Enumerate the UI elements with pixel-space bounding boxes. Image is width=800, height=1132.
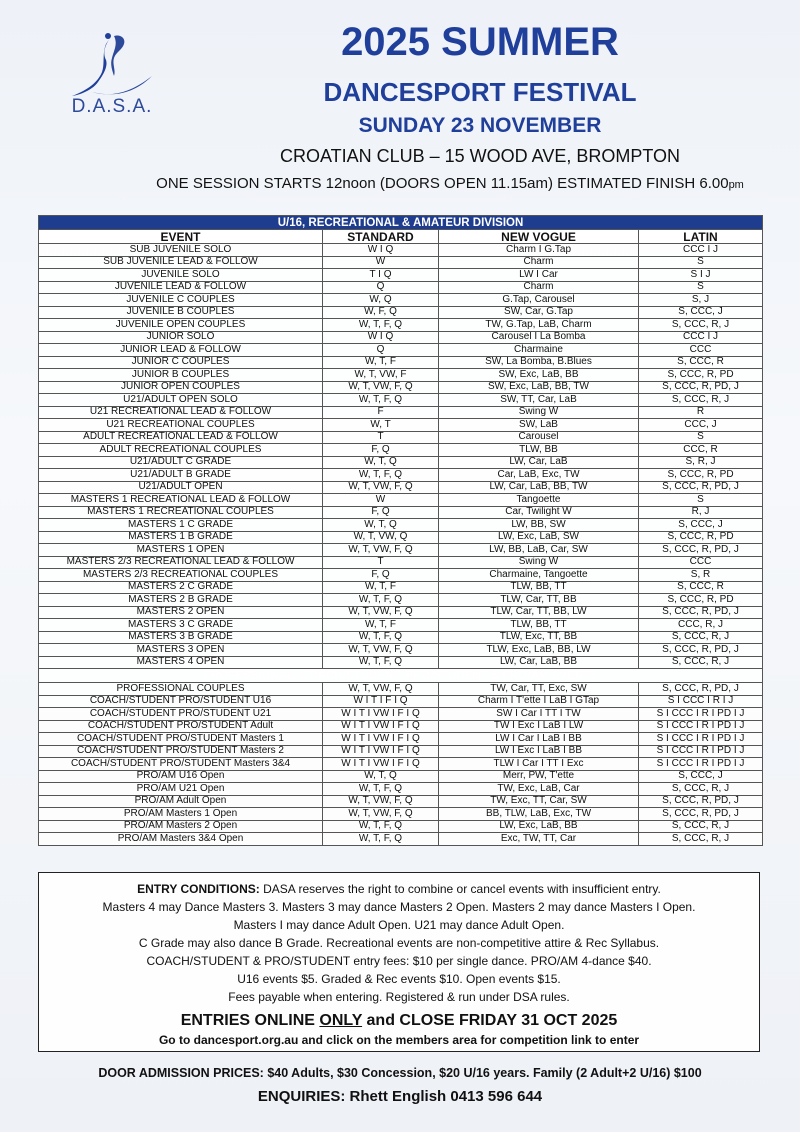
col-latin: LATIN [639,230,763,244]
event-row [39,531,763,544]
event-name: JUVENILE LEAD & FOLLOW [39,281,323,294]
dancer-figure-icon [62,32,162,98]
new-vogue-dances: TW I Exc I LaB I LW [439,720,639,733]
event-row [39,256,763,269]
standard-dances: T [323,431,439,444]
standard-dances: W, T, F, Q [323,319,439,332]
standard-dances: W, T, VW, F, Q [323,606,439,619]
event-name: COACH/STUDENT PRO/STUDENT Masters 1 [39,733,323,746]
new-vogue-dances: TLW I Car I TT I Exc [439,758,639,771]
entry-conditions [38,872,760,1052]
session-main: ONE SESSION STARTS 12noon (DOORS OPEN 11.15am) ESTIMATED FINISH 6.00 [156,175,729,192]
standard-dances: W, T, F, Q [323,833,439,846]
session-suffix: pm [728,179,744,191]
new-vogue-dances: LW I Car [439,269,639,282]
latin-dances: S, CCC, J [639,770,763,783]
new-vogue-dances: TW, Exc, LaB, Car [439,783,639,796]
new-vogue-dances: Charmaine, Tangoette [439,569,639,582]
new-vogue-dances: LW, Exc, LaB, BB [439,820,639,833]
standard-dances: W I T I VW I F I Q [323,733,439,746]
latin-dances: S, R, J [639,456,763,469]
new-vogue-dances: Carousel I La Bomba [439,331,639,344]
event-name: JUVENILE B COUPLES [39,306,323,319]
new-vogue-dances: Tangoette [439,494,639,507]
latin-dances: S, CCC, R, PD [639,531,763,544]
new-vogue-dances: TW, Car, TT, Exc, SW [439,683,639,696]
new-vogue-dances: TLW, Exc, TT, BB [439,631,639,644]
event-row [39,344,763,357]
latin-dances: S I J [639,269,763,282]
new-vogue-dances: LW, BB, SW [439,519,639,532]
latin-dances: S, CCC, R, PD, J [639,544,763,557]
event-name: PRO/AM Adult Open [39,795,323,808]
new-vogue-dances: Charm I G.Tap [439,244,639,257]
event-name: MASTERS 1 RECREATIONAL LEAD & FOLLOW [39,494,323,507]
latin-dances: S, R [639,569,763,582]
latin-dances: S, CCC, R, J [639,394,763,407]
entries-pre: ENTRIES ONLINE [180,1012,320,1029]
new-vogue-dances: LW, Exc, LaB, SW [439,531,639,544]
new-vogue-dances: SW, La Bomba, B.Blues [439,356,639,369]
standard-dances: W, T, F [323,581,439,594]
new-vogue-dances: Charmaine [439,344,639,357]
event-row [39,820,763,833]
latin-dances: S, CCC, R [639,581,763,594]
event-name: SUB JUVENILE LEAD & FOLLOW [39,256,323,269]
event-name: JUNIOR SOLO [39,331,323,344]
event-name: JUNIOR C COUPLES [39,356,323,369]
standard-dances: F, Q [323,444,439,457]
latin-dances: CCC I J [639,244,763,257]
standard-dances: W, T, Q [323,456,439,469]
event-name: U21/ADULT OPEN SOLO [39,394,323,407]
new-vogue-dances: Exc, TW, TT, Car [439,833,639,846]
standard-dances: W, T, F, Q [323,469,439,482]
event-name: COACH/STUDENT PRO/STUDENT U16 [39,695,323,708]
latin-dances: S [639,494,763,507]
standard-dances: W, T, VW, F, Q [323,795,439,808]
standard-dances: W I Q [323,331,439,344]
standard-dances: W, T, VW, Q [323,531,439,544]
event-name: MASTERS 1 B GRADE [39,531,323,544]
session-times [100,175,800,192]
latin-dances: S, CCC, R, PD [639,369,763,382]
event-name: JUVENILE OPEN COUPLES [39,319,323,332]
event-name: PRO/AM Masters 3&4 Open [39,833,323,846]
event-row [39,431,763,444]
event-name: MASTERS 3 C GRADE [39,619,323,632]
new-vogue-dances: Car, Twilight W [439,506,639,519]
event-row [39,456,763,469]
new-vogue-dances: TLW, Car, TT, BB [439,594,639,607]
event-row [39,269,763,282]
standard-dances: W I T I VW I F I Q [323,708,439,721]
event-row [39,619,763,632]
latin-dances: S, CCC, R, J [639,833,763,846]
latin-dances: S, CCC, R, J [639,631,763,644]
event-row [39,444,763,457]
latin-dances: S, CCC, R, J [639,319,763,332]
entries-post: and CLOSE FRIDAY 31 OCT 2025 [362,1012,618,1029]
latin-dances: CCC, R, J [639,619,763,632]
latin-dances: R, J [639,506,763,519]
event-name: COACH/STUDENT PRO/STUDENT Masters 2 [39,745,323,758]
standard-dances: W, F, Q [323,306,439,319]
standard-dances: W, T, VW, F, Q [323,644,439,657]
standard-dances: W, T, F, Q [323,631,439,644]
new-vogue-dances: SW I Car I TT I TW [439,708,639,721]
door-admission-prices: DOOR ADMISSION PRICES: $40 Adults, $30 Concession, $20 U/16 years. Family (2 Adult+2 U/16) $100 [98,1066,702,1080]
event-row [39,419,763,432]
event-row [39,783,763,796]
latin-dances: S, CCC, R, PD [639,594,763,607]
event-row [39,569,763,582]
latin-dances: CCC I J [639,331,763,344]
latin-dances: S I CCC I R I PD I J [639,758,763,771]
event-row [39,544,763,557]
event-row [39,319,763,332]
standard-dances: Q [323,344,439,357]
standard-dances: Q [323,281,439,294]
new-vogue-dances: TLW, BB [439,444,639,457]
event-name: MASTERS 1 OPEN [39,544,323,557]
conditions-line-7: Fees payable when entering. Registered & run under DSA rules. [228,990,570,1004]
event-name: JUVENILE SOLO [39,269,323,282]
new-vogue-dances: SW, Exc, LaB, BB [439,369,639,382]
new-vogue-dances: Charm I T'ette I LaB I GTap [439,695,639,708]
event-row [39,281,763,294]
latin-dances: S I CCC I R I PD I J [639,745,763,758]
event-name: JUVENILE C COUPLES [39,294,323,307]
latin-dances: S [639,281,763,294]
new-vogue-dances: LW, Car, LaB [439,456,639,469]
new-vogue-dances: Merr, PW, T'ette [439,770,639,783]
event-name: MASTERS 4 OPEN [39,656,323,669]
latin-dances: S I CCC I R I PD I J [639,733,763,746]
standard-dances: W, T, VW, F [323,369,439,382]
latin-dances: S, CCC, R, PD, J [639,683,763,696]
event-name: PROFESSIONAL COUPLES [39,683,323,696]
latin-dances: S, CCC, J [639,519,763,532]
event-subtitle: DANCESPORT FESTIVAL [323,77,637,107]
event-name: U21/ADULT C GRADE [39,456,323,469]
standard-dances: W I T I VW I F I Q [323,758,439,771]
standard-dances: W I Q [323,244,439,257]
standard-dances: W, T, Q [323,519,439,532]
event-row [39,481,763,494]
latin-dances: S, CCC, R, PD [639,469,763,482]
latin-dances: S, CCC, R, PD, J [639,481,763,494]
event-row [39,556,763,569]
event-name: MASTERS 1 C GRADE [39,519,323,532]
standard-dances: W, T, F, Q [323,656,439,669]
conditions-line-6: U16 events $5. Graded & Rec events $10. Open events $15. [237,972,561,986]
new-vogue-dances: TLW, Exc, LaB, BB, LW [439,644,639,657]
new-vogue-dances: TW, Exc, TT, Car, SW [439,795,639,808]
standard-dances: W, T, F, Q [323,783,439,796]
latin-dances: CCC, J [639,419,763,432]
standard-dances: F [323,406,439,419]
event-name: MASTERS 3 OPEN [39,644,323,657]
event-name: MASTERS 2/3 RECREATIONAL COUPLES [39,569,323,582]
new-vogue-dances: BB, TLW, LaB, Exc, TW [439,808,639,821]
col-event: EVENT [39,230,323,244]
event-row [39,469,763,482]
event-row [39,720,763,733]
event-row [39,581,763,594]
new-vogue-dances: SW, LaB [439,419,639,432]
event-row [39,406,763,419]
latin-dances: S, CCC, R, J [639,783,763,796]
latin-dances: S [639,431,763,444]
event-name: COACH/STUDENT PRO/STUDENT U21 [39,708,323,721]
event-name: PRO/AM U16 Open [39,770,323,783]
standard-dances: W, T, VW, F, Q [323,481,439,494]
event-title: 2025 SUMMER [341,20,619,64]
latin-dances: S, CCC, R, PD, J [639,381,763,394]
latin-dances: S, J [639,294,763,307]
event-name: U21 RECREATIONAL COUPLES [39,419,323,432]
section-amateur-heading: U/16, RECREATIONAL & AMATEUR DIVISION [39,216,763,230]
event-row [39,644,763,657]
conditions-line-3: Masters I may dance Adult Open. U21 may dance Adult Open. [233,918,565,932]
dasa-logo [62,32,162,156]
event-row [39,808,763,821]
section-professional-heading: PROFESSIONAL, COACH/STUDENT, PRO/STUDENT & PRO/AM EVENTS [39,669,763,683]
standard-dances: W, T, F, Q [323,820,439,833]
event-row [39,758,763,771]
event-name: ADULT RECREATIONAL LEAD & FOLLOW [39,431,323,444]
event-row [39,770,763,783]
standard-dances: W I T I VW I F I Q [323,745,439,758]
new-vogue-dances: LW, BB, LaB, Car, SW [439,544,639,557]
event-name: MASTERS 2 C GRADE [39,581,323,594]
latin-dances: S, CCC, R, PD, J [639,795,763,808]
event-row [39,606,763,619]
latin-dances: S I CCC I R I PD I J [639,720,763,733]
event-name: JUNIOR LEAD & FOLLOW [39,344,323,357]
event-name: MASTERS 2/3 RECREATIONAL LEAD & FOLLOW [39,556,323,569]
logo-text: D.A.S.A. [71,96,153,117]
new-vogue-dances: LW, Car, LaB, BB, TW [439,481,639,494]
standard-dances: T I Q [323,269,439,282]
entry-instructions: Go to dancesport.org.au and click on the members area for competition link to enter [158,1033,640,1047]
event-name: SUB JUVENILE SOLO [39,244,323,257]
conditions-line-5: COACH/STUDENT & PRO/STUDENT entry fees: $10 per single dance. PRO/AM 4-dance $40. [146,954,652,968]
event-row [39,331,763,344]
standard-dances: W I T I F I Q [323,695,439,708]
event-row [39,656,763,669]
event-name: PRO/AM Masters 1 Open [39,808,323,821]
latin-dances: CCC [639,344,763,357]
event-name: PRO/AM U21 Open [39,783,323,796]
event-row [39,683,763,696]
standard-dances: W, T, VW, F, Q [323,808,439,821]
event-name: MASTERS 2 B GRADE [39,594,323,607]
event-row [39,708,763,721]
event-row [39,745,763,758]
new-vogue-dances: Charm [439,281,639,294]
event-row [39,519,763,532]
standard-dances: W [323,256,439,269]
new-vogue-dances: TW, G.Tap, LaB, Charm [439,319,639,332]
event-name: U21/ADULT OPEN [39,481,323,494]
event-date: SUNDAY 23 NOVEMBER [358,114,602,137]
new-vogue-dances: LW, Car, LaB, BB [439,656,639,669]
latin-dances: S, CCC, R, PD, J [639,644,763,657]
latin-dances: S, CCC, R, PD, J [639,808,763,821]
event-name: ADULT RECREATIONAL COUPLES [39,444,323,457]
event-name: JUNIOR B COUPLES [39,369,323,382]
event-name: U21/ADULT B GRADE [39,469,323,482]
events-table [38,215,763,846]
standard-dances: W, Q [323,294,439,307]
event-row [39,833,763,846]
standard-dances: W, T, F [323,356,439,369]
new-vogue-dances: Swing W [439,406,639,419]
entries-only: ONLY [319,1012,363,1029]
event-name: JUNIOR OPEN COUPLES [39,381,323,394]
new-vogue-dances: TLW, BB, TT [439,619,639,632]
latin-dances: S [639,256,763,269]
enquiries-contact: ENQUIRIES: Rhett English 0413 596 644 [257,1088,543,1105]
conditions-line-2: Masters 4 may Dance Masters 3. Masters 3 may dance Masters 2 Open. Masters 2 may dance Masters I Open. [102,900,696,914]
standard-dances: W [323,494,439,507]
event-name: COACH/STUDENT PRO/STUDENT Adult [39,720,323,733]
standard-dances: W, T, VW, F, Q [323,683,439,696]
event-row [39,631,763,644]
col-standard: STANDARD [323,230,439,244]
event-row [39,506,763,519]
latin-dances: CCC [639,556,763,569]
new-vogue-dances: Car, LaB, Exc, TW [439,469,639,482]
standard-dances: W I T I VW I F I Q [323,720,439,733]
conditions-label: ENTRY CONDITIONS: [137,882,260,896]
event-name: MASTERS 2 OPEN [39,606,323,619]
event-name: PRO/AM Masters 2 Open [39,820,323,833]
new-vogue-dances: SW, Car, G.Tap [439,306,639,319]
standard-dances: W, T, VW, F, Q [323,544,439,557]
standard-dances: W, T [323,419,439,432]
event-row [39,695,763,708]
new-vogue-dances: TLW, BB, TT [439,581,639,594]
new-vogue-dances: G.Tap, Carousel [439,294,639,307]
event-name: COACH/STUDENT PRO/STUDENT Masters 3&4 [39,758,323,771]
event-row [39,369,763,382]
conditions-line-4: C Grade may also dance B Grade. Recreational events are non-competitive attire & Rec Syllabus. [138,936,660,950]
conditions-text-1: DASA reserves the right to combine or cancel events with insufficient entry. [263,882,661,896]
new-vogue-dances: Carousel [439,431,639,444]
latin-dances: R [639,406,763,419]
new-vogue-dances: Swing W [439,556,639,569]
standard-dances: W, T, VW, F, Q [323,381,439,394]
event-name: MASTERS 3 B GRADE [39,631,323,644]
standard-dances: F, Q [323,569,439,582]
new-vogue-dances: SW, TT, Car, LaB [439,394,639,407]
event-row [39,394,763,407]
standard-dances: W, T, F [323,619,439,632]
latin-dances: S, CCC, R, J [639,656,763,669]
event-row [39,381,763,394]
standard-dances: W, T, F, Q [323,394,439,407]
event-row [39,594,763,607]
event-row [39,733,763,746]
latin-dances: CCC, R [639,444,763,457]
new-vogue-dances: SW, Exc, LaB, BB, TW [439,381,639,394]
venue: CROATIAN CLUB – 15 WOOD AVE, BROMPTON [279,146,681,166]
event-row [39,294,763,307]
latin-dances: S, CCC, R, PD, J [639,606,763,619]
new-vogue-dances: TLW, Car, TT, BB, LW [439,606,639,619]
latin-dances: S, CCC, J [639,306,763,319]
event-row [39,356,763,369]
event-row [39,244,763,257]
standard-dances: T [323,556,439,569]
standard-dances: W, T, Q [323,770,439,783]
latin-dances: S, CCC, R, J [639,820,763,833]
new-vogue-dances: LW I Exc I LaB I BB [439,745,639,758]
event-row [39,306,763,319]
new-vogue-dances: Charm [439,256,639,269]
entries-deadline [39,1010,759,1032]
new-vogue-dances: LW I Car I LaB I BB [439,733,639,746]
col-new-vogue: NEW VOGUE [439,230,639,244]
latin-dances: S, CCC, R [639,356,763,369]
event-name: MASTERS 1 RECREATIONAL COUPLES [39,506,323,519]
conditions-line-1 [39,880,759,898]
event-row [39,795,763,808]
latin-dances: S I CCC I R I J [639,695,763,708]
standard-dances: F, Q [323,506,439,519]
standard-dances: W, T, F, Q [323,594,439,607]
event-row [39,494,763,507]
latin-dances: S I CCC I R I PD I J [639,708,763,721]
event-name: U21 RECREATIONAL LEAD & FOLLOW [39,406,323,419]
